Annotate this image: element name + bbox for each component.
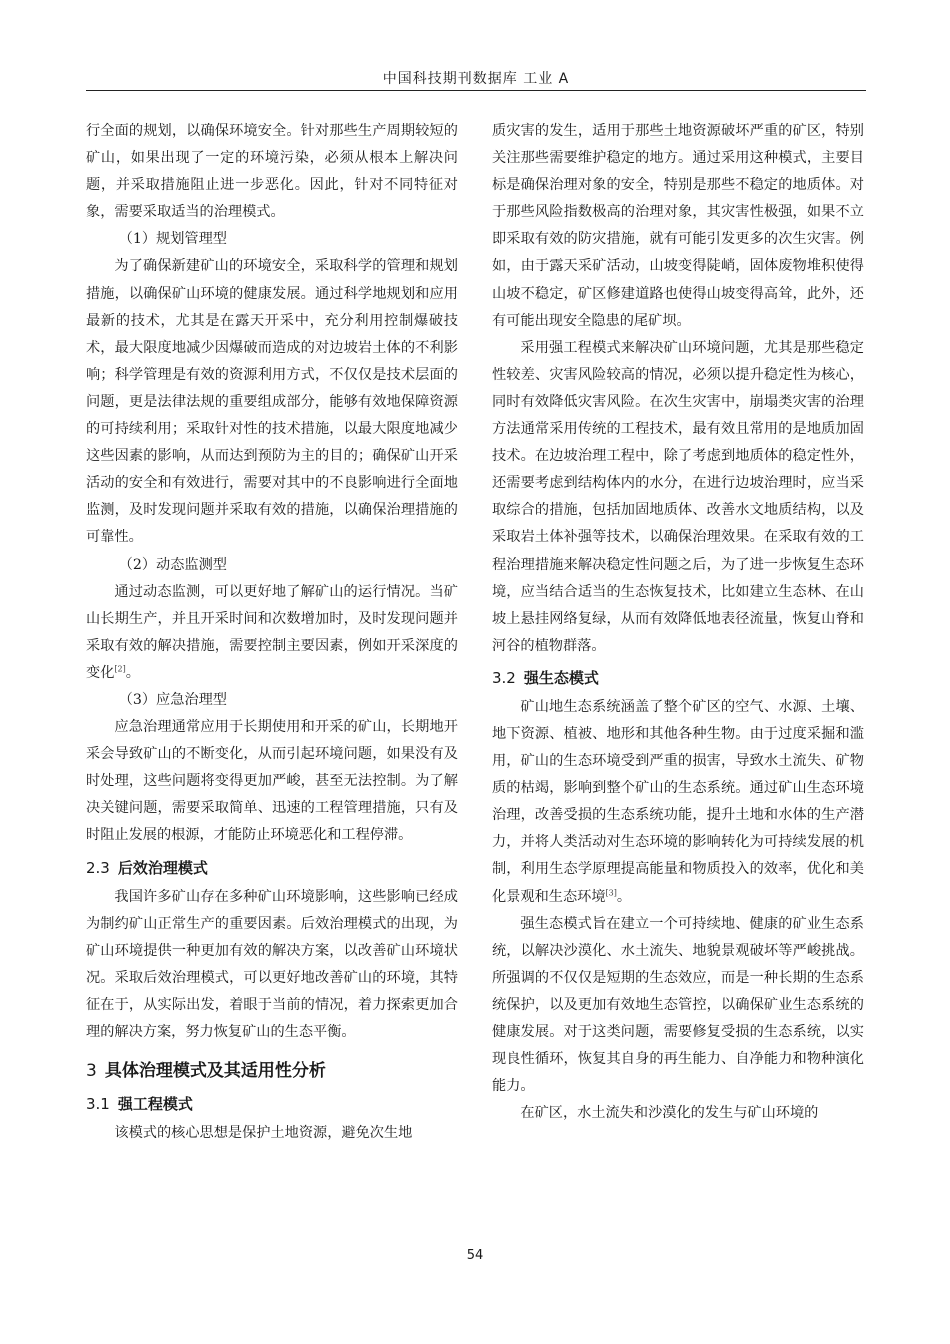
subheading-dynamic-monitoring: （2）动态监测型 [118, 556, 227, 573]
section-number: 3.1 [86, 1095, 110, 1114]
section-number: 3 [86, 1061, 97, 1082]
running-header: 中国科技期刊数据库 工业 A [382, 71, 570, 87]
section-title: 具体治理模式及其适用性分析 [104, 1061, 326, 1082]
paragraph [492, 694, 864, 911]
citation-ref[interactable]: [3] [605, 887, 617, 897]
paragraph: 为了确保新建矿山的环境安全，采取科学的管理和规划措施，以确保矿山环境的健康发展。通过科学地规划和应用最新的技术，尤其是在露天开采中，充分利用控制爆破技术，最大限度地减少因爆破而造成的对边坡岩土体的不利影响；科学管理是有效的资源利用方式，不仅仅是技术层面的问题，更是法律法规的重要组成部分，能够有效地保障资源的可持续利用；采取针对性的技术措施，以最大限度地减少这些因素的影响，从而达到预防为主的目的；确保矿山开采活动的安全和有效进行，需要对其中的不良影响进行全面地监测，及时发现问题并采取有效的措施，以确保治理措施的可靠性。 [86, 258, 458, 546]
section-heading-3-1 [86, 1090, 458, 1118]
paragraph: 应急治理通常应用于长期使用和开采的矿山，长期地开采会导致矿山的不断变化，从而引起环境问题，如果没有及时处理，这些问题将变得更加严峻，甚至无法控制。为了解决关键问题，需要采取简单、迅速的工程管理措施，只有及时阻止发展的根源，才能防止环境恶化和工程停滞。 [86, 719, 458, 844]
paragraph: 在矿区，水土流失和沙漠化的发生与矿山环境的 [520, 1105, 819, 1122]
section-title: 强生态模式 [523, 668, 599, 687]
paragraph-text: 通过动态监测，可以更好地了解矿山的运行情况。当矿山长期生产，并且开采时间和次数增加时，及时发现问题并采取有效的解决措施，需要控制主要因素，例如开采深度的变化 [86, 583, 458, 681]
section-heading-3-2 [492, 664, 864, 692]
section-heading-2-3 [86, 854, 458, 882]
section-number: 2.3 [86, 858, 110, 877]
paragraph: 采用强工程模式来解决矿山环境问题，尤其是那些稳定性较差、灾害风险较高的情况，必须以提升稳定性为核心，同时有效降低灾害风险。在次生灾害中，崩塌类灾害的治理方法通常采用传统的工程技术，最有效且常用的是地质加固技术。在边坡治理工程中，除了考虑到地质体的稳定性外，还需要考虑到结构体内的水分，在进行边坡治理时，应当采取综合的措施，包括加固地质体、改善水文地质结构，以及采取岩土体补强等技术，以确保治理效果。在采取有效的工程治理措施来解决稳定性问题之后，为了进一步恢复生态环境，应当结合适当的生态恢复技术，比如建立生态林、在山坡上悬挂网络复绿，从而有效降低地表径流量，恢复山脊和河谷的植物群落。 [492, 339, 864, 654]
right-column [492, 118, 864, 1127]
subheading-planning-management: （1）规划管理型 [118, 231, 227, 248]
header-rule [86, 90, 866, 91]
citation-ref[interactable]: [2] [114, 664, 126, 674]
paragraph: 强生态模式旨在建立一个可持续地、健康的矿业生态系统，以解决沙漠化、水土流失、地貌景观破坏等严峻挑战。所强调的不仅仅是短期的生态效应，而是一种长期的生态系统保护，以及更加有效地生态管控，以确保矿业生态系统的健康发展。对于这类问题，需要修复受损的生态系统，以实现良性循环，恢复其自身的再生能力、自净能力和物种演化能力。 [492, 915, 864, 1095]
paragraph-end: 。 [125, 664, 140, 681]
paragraph-text: 矿山地生态系统涵盖了整个矿区的空气、水源、土壤、地下资源、植被、地形和其他各种生物。由于过度采掘和滥用，矿山的生态环境受到严重的损害，导致水土流失、矿物质的枯竭，影响到整个矿山的生态系统。通过矿山生态环境治理，改善受损的生态系统功能，提升土地和水体的生产潜力，并将人类活动对生态环境的影响转化为可持续发展的机制，利用生态学原理提高能量和物质投入的效率，优化和美化景观和生态环境 [492, 698, 864, 905]
page-number: 54 [466, 1248, 484, 1263]
paragraph [86, 579, 458, 687]
section-title: 强工程模式 [117, 1095, 193, 1114]
section-heading-3 [86, 1056, 458, 1086]
paragraph: 我国许多矿山存在多种矿山环境影响，这些影响已经成为制约矿山正常生产的重要因素。后效治理模式的出现，为矿山环境提供一种更加有效的解决方案，以改善矿山环境状况。采取后效治理模式，可以更好地改善矿山的环境，其特征在于，从实际出发，着眼于当前的情况，着力探索更加合理的解决方案，努力恢复矿山的生态平衡。 [86, 888, 458, 1040]
section-title: 后效治理模式 [117, 858, 208, 877]
subheading-emergency-governance: （3）应急治理型 [118, 691, 227, 708]
paragraph: 行全面的规划，以确保环境安全。针对那些生产周期较短的矿山，如果出现了一定的环境污染，必须从根本上解决问题，并采取措施阻止进一步恶化。因此，针对不同特征对象，需要采取适当的治理模式。 [86, 123, 458, 221]
paragraph-end: 。 [616, 888, 632, 905]
paragraph: 该模式的核心思想是保护土地资源，避免次生地 [114, 1125, 413, 1142]
paragraph: 质灾害的发生，适用于那些土地资源破坏严重的矿区，特别关注那些需要维护稳定的地方。通过采用这种模式，主要目标是确保治理对象的安全，特别是那些不稳定的地质体。对于那些风险指数极高的治理对象，其灾害性极强，如果不立即采取有效的防灾措施，就有可能引发更多的次生灾害。例如，由于露天采矿活动，山坡变得陡峭，固体废物堆积使得山坡不稳定，矿区修建道路也使得山坡变得高耸，此外，还有可能出现安全隐患的尾矿坝。 [492, 123, 864, 329]
section-number: 3.2 [492, 668, 516, 687]
left-column [86, 118, 458, 1147]
